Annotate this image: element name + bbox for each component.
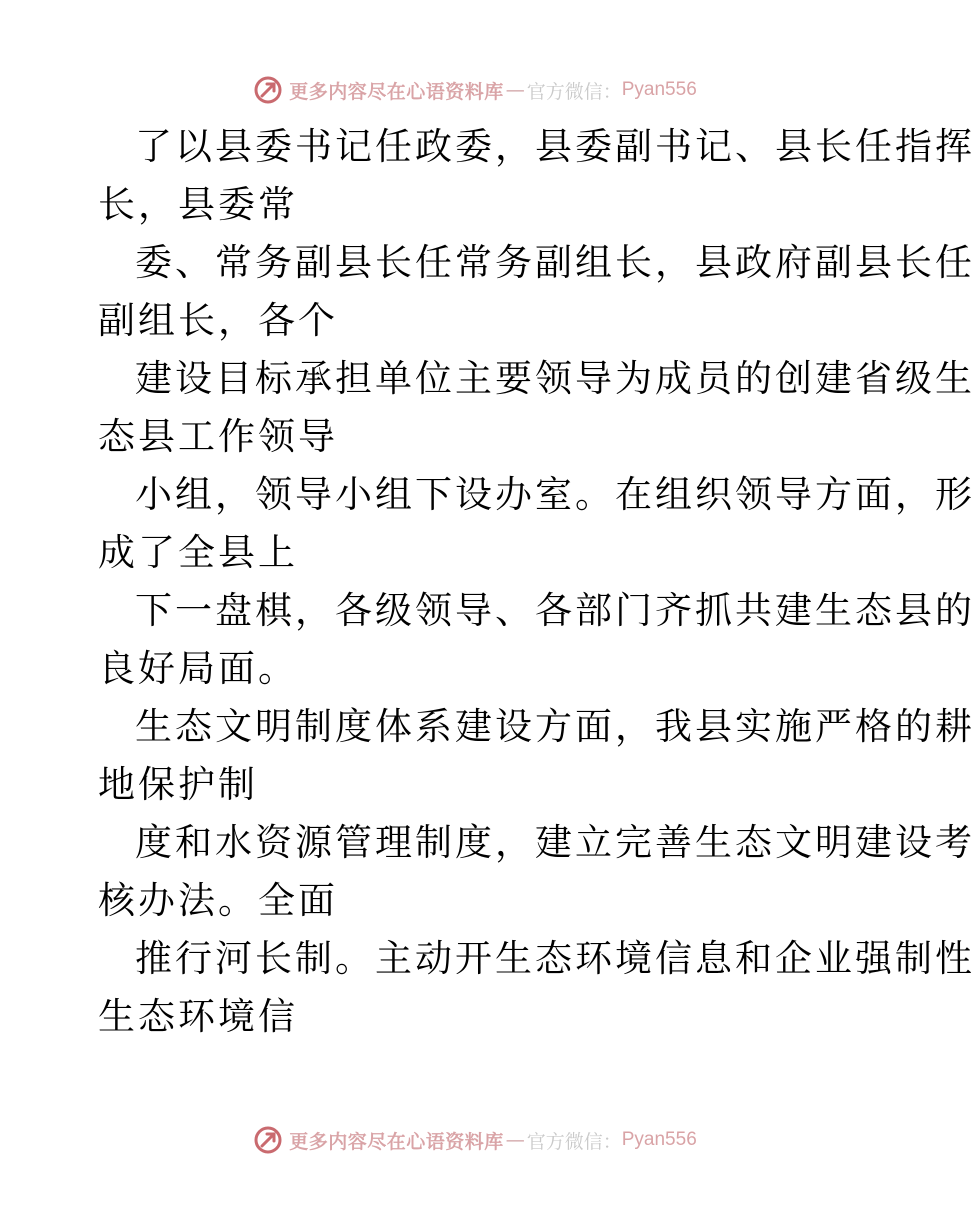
text-line: 核办法。全面 (98, 879, 338, 922)
text-line: 生态环境信 (98, 995, 298, 1038)
text-line: 成了全县上 (98, 531, 298, 574)
text-line: 良好局面。 (98, 647, 298, 690)
text-line: 态县工作领导 (98, 415, 338, 458)
banner-wechat-id: Pyan556 (621, 79, 697, 100)
text-line: 了以县委书记任政委，县委副书记、县长任指挥 (135, 125, 975, 168)
banner-official-label: 官方微信： (526, 1130, 622, 1153)
banner-dash: — (505, 1129, 525, 1151)
text-line: 建设目标承担单位主要领导为成员的创建省级生 (135, 357, 975, 400)
banner-brand-text: 更多内容尽在心语资料库 (289, 80, 504, 103)
text-line: 委、常务副县长任常务副组长，县政府副县长任 (135, 241, 975, 284)
header-banner (0, 70, 950, 110)
banner-brand-text: 更多内容尽在心语资料库 (289, 1130, 504, 1153)
document-body (98, 118, 975, 1046)
text-line: 下一盘棋，各级领导、各部门齐抓共建生态县的 (135, 589, 975, 632)
banner-official-label: 官方微信： (526, 80, 622, 103)
text-line: 副组长，各个 (98, 299, 338, 342)
text-line: 度和水资源管理制度，建立完善生态文明建设考 (135, 821, 975, 864)
brand-logo-icon (253, 1125, 283, 1155)
text-line: 小组，领导小组下设办室。在组织领导方面，形 (135, 473, 975, 516)
text-line: 地保护制 (98, 763, 258, 806)
footer-banner (0, 1120, 950, 1160)
text-line: 生态文明制度体系建设方面，我县实施严格的耕 (135, 705, 975, 748)
text-line: 推行河长制。主动开生态环境信息和企业强制性 (135, 937, 975, 980)
brand-logo-icon (253, 75, 283, 105)
banner-wechat-id: Pyan556 (621, 1129, 697, 1150)
text-line: 长，县委常 (98, 183, 298, 226)
banner-dash: — (505, 79, 525, 101)
